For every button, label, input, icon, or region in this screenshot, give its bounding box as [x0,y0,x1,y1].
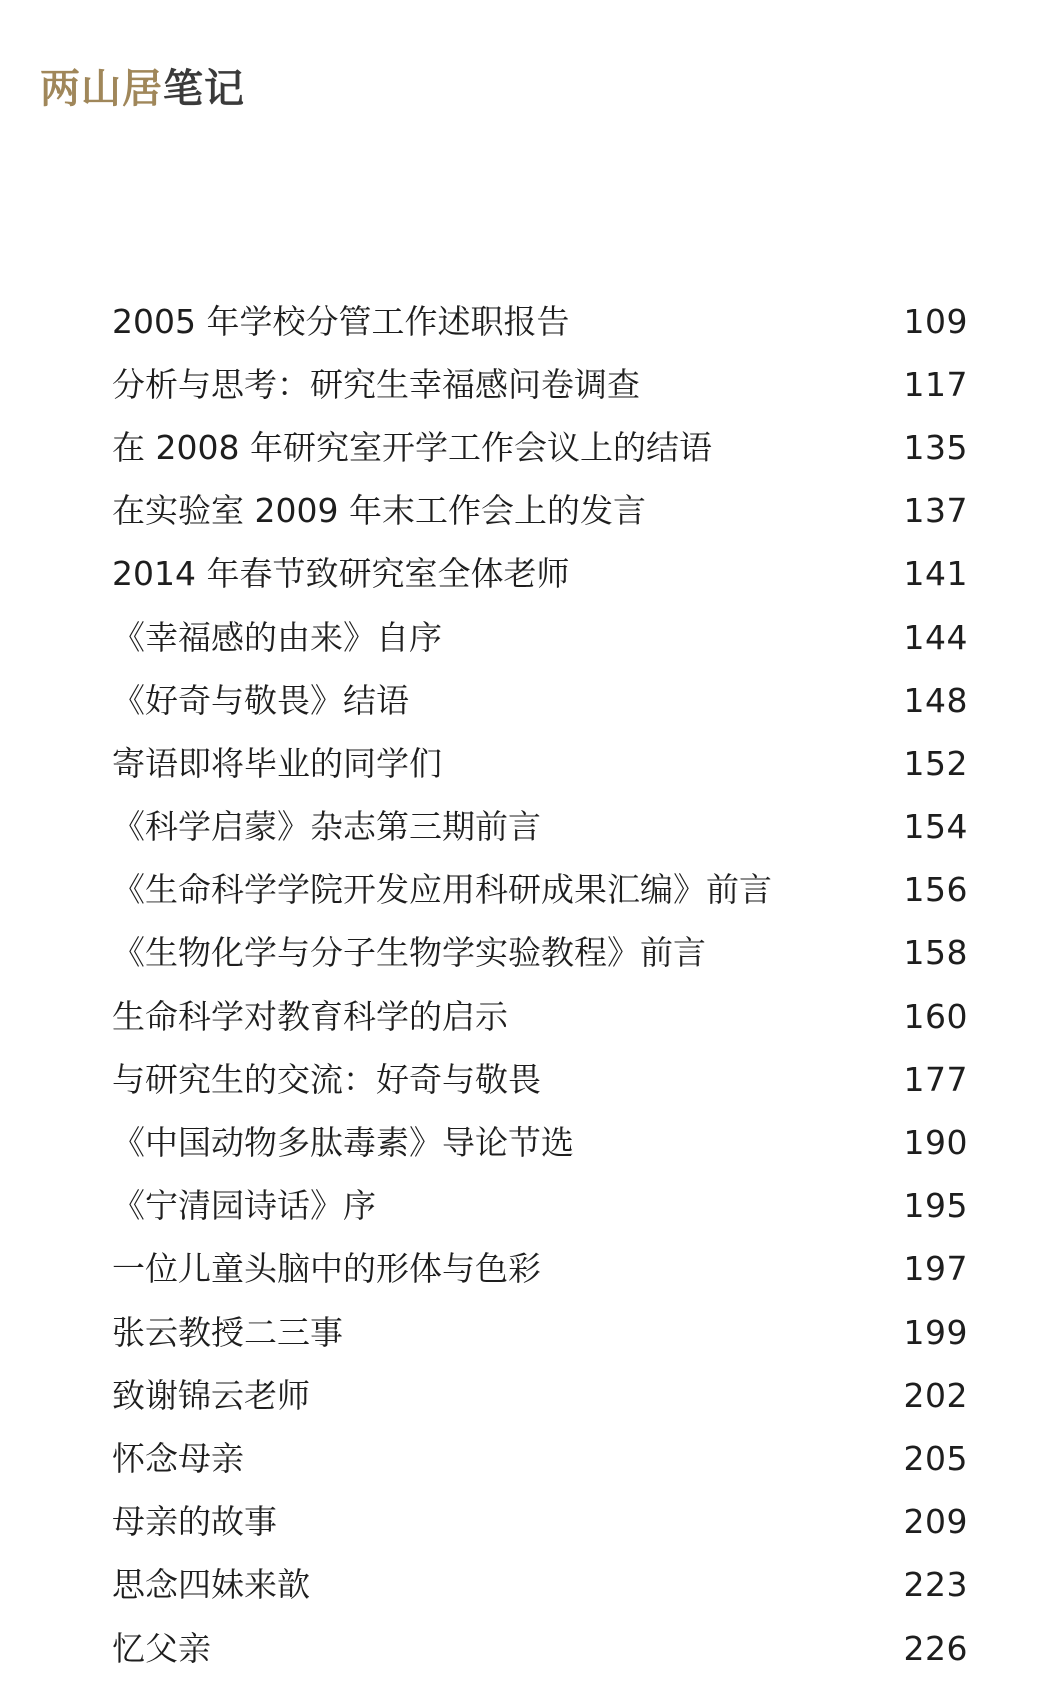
toc-entry [112,1301,968,1364]
toc-entry-title: 2014 年春节致研究室全体老师 [112,554,570,594]
toc-entry-page: 209 [903,1502,968,1542]
toc-entry-page: 158 [903,933,968,973]
header-brand-part1: 两山居 [40,65,163,112]
book-header-logo [40,60,245,110]
toc-entry-page: 137 [903,491,968,531]
toc-entry [112,416,968,479]
toc-entry-title: 一位儿童头脑中的形体与色彩 [112,1249,541,1289]
toc-entry-title: 生命科学对教育科学的启示 [112,996,508,1036]
toc-entry-page: 199 [903,1312,968,1352]
toc-entry [112,543,968,606]
toc-entry [112,732,968,795]
toc-entry-title: 分析与思考：研究生幸福感问卷调查 [112,364,640,404]
toc-entry-page: 109 [903,301,968,341]
toc-entry [112,1554,968,1617]
toc-entry [112,1617,968,1680]
toc-entry-title: 《中国动物多肽毒素》导论节选 [112,1123,574,1163]
header-brand-part2: 笔记 [163,65,245,112]
toc-entry [112,606,968,669]
toc-entry-title: 在 2008 年研究室开学工作会议上的结语 [112,427,712,467]
toc-entry-title: 《好奇与敬畏》结语 [112,680,409,720]
toc-entry-title: 怀念母亲 [112,1438,244,1478]
toc-entry-title: 2005 年学校分管工作述职报告 [112,301,570,341]
toc-entry-title: 张云教授二三事 [112,1312,343,1352]
toc-entry-page: 226 [903,1628,968,1668]
toc-entry-title: 《生命科学学院开发应用科研成果汇编》前言 [112,870,772,910]
toc-entry-page: 160 [903,996,968,1036]
toc-entry [112,1238,968,1301]
toc-entry [112,796,968,859]
toc-entry [112,1175,968,1238]
toc-entry-title: 在实验室 2009 年末工作会上的发言 [112,491,646,531]
toc-entry [112,480,968,543]
toc-entry-page: 144 [903,617,968,657]
toc-entry [112,1048,968,1111]
toc-entry-page: 117 [903,364,968,404]
toc-entry-page: 190 [903,1123,968,1163]
toc-entry-page: 177 [903,1059,968,1099]
toc-entry-page: 154 [903,807,968,847]
toc-entry-title: 忆父亲 [112,1628,211,1668]
toc-entry-page: 156 [903,870,968,910]
toc-entry-page: 202 [903,1375,968,1415]
toc-entry [112,922,968,985]
toc-entry-title: 《生物化学与分子生物学实验教程》前言 [112,933,706,973]
toc-entry-title: 《幸福感的由来》自序 [112,617,442,657]
table-of-contents [112,290,968,1680]
toc-entry [112,985,968,1048]
toc-entry-page: 141 [903,554,968,594]
toc-entry-page: 197 [903,1249,968,1289]
toc-entry-page: 148 [903,680,968,720]
toc-entry [112,353,968,416]
toc-entry-title: 《宁清园诗话》序 [112,1186,376,1226]
toc-entry-page: 135 [903,427,968,467]
toc-entry-page: 223 [903,1565,968,1605]
toc-entry-title: 寄语即将毕业的同学们 [112,743,442,783]
toc-entry-title: 母亲的故事 [112,1502,277,1542]
toc-entry [112,1111,968,1174]
toc-entry-page: 205 [903,1438,968,1478]
toc-entry-title: 与研究生的交流：好奇与敬畏 [112,1059,541,1099]
toc-entry [112,669,968,732]
toc-entry-title: 致谢锦云老师 [112,1375,310,1415]
toc-entry-page: 152 [903,743,968,783]
toc-entry-title: 《科学启蒙》杂志第三期前言 [112,807,541,847]
toc-entry [112,1364,968,1427]
toc-entry [112,859,968,922]
toc-entry-page: 195 [903,1186,968,1226]
toc-entry [112,290,968,353]
toc-entry-title: 思念四妹来歆 [112,1565,310,1605]
toc-entry [112,1491,968,1554]
toc-entry [112,1427,968,1490]
